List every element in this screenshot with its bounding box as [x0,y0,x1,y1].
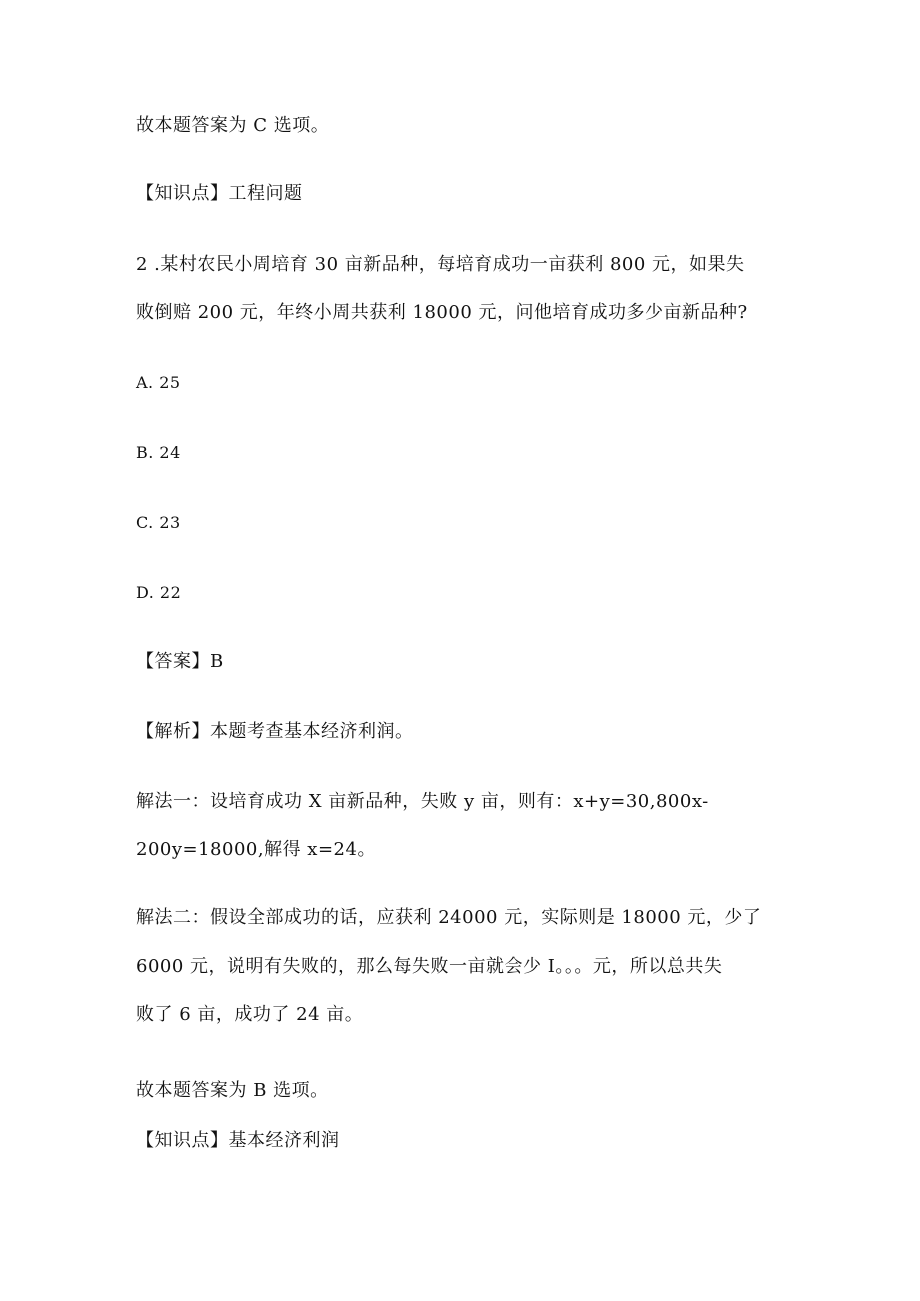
previous-knowledge-point: 【知识点】工程问题 [136,183,303,204]
previous-answer-conclusion: 故本题答案为 C 选项。 [136,115,330,136]
option-d: D. 22 [136,583,182,602]
solution-two-line-2: 6000 元，说明有失败的，那么每失败一亩就会少 I。。。元，所以总共失 [136,956,723,977]
answer-label: 【答案】B [136,651,224,672]
analysis-intro: 【解析】本题考查基本经济利润。 [136,721,414,742]
option-b: B. 24 [136,443,181,462]
solution-one-line-2: 200y=18000,解得 x=24。 [136,839,376,860]
solution-one-line-1: 解法一：设培育成功 X 亩新品种，失败 y 亩，则有：x+y=30,800x- [136,791,709,812]
question-text-line-1: 2 .某村农民小周培育 30 亩新品种，每培育成功一亩获利 800 元，如果失 [136,254,745,275]
solution-two-line-3: 败了 6 亩，成功了 24 亩。 [136,1004,364,1025]
answer-conclusion: 故本题答案为 B 选项。 [136,1080,329,1101]
option-a: A. 25 [136,373,181,392]
question-text-line-2: 败倒赔 200 元，年终小周共获利 18000 元，问他培育成功多少亩新品种? [136,302,748,323]
option-c: C. 23 [136,513,181,532]
knowledge-point: 【知识点】基本经济利润 [136,1130,340,1151]
solution-two-line-1: 解法二：假设全部成功的话，应获利 24000 元，实际则是 18000 元，少了 [136,907,762,928]
